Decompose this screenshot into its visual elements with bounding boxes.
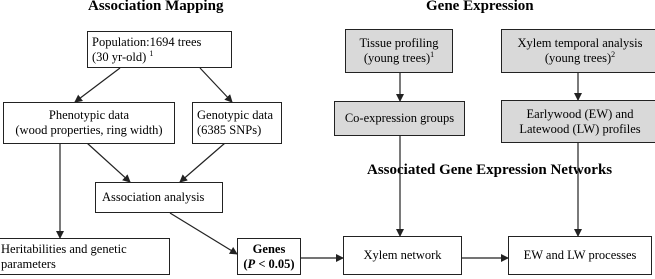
genes-line1: Genes: [252, 241, 286, 256]
phenotypic-line1: Phenotypic data: [48, 108, 130, 122]
heritabilities-box: [0, 238, 170, 275]
title-gene-expression: Gene Expression: [426, 0, 534, 14]
phenotypic-box: [3, 102, 175, 144]
genes-line2: (P < 0.05): [243, 256, 295, 271]
ew-lw-profiles-line2: Latewood (LW) profiles: [519, 121, 641, 136]
population-line2: (30 yr-old) $^1$: [92, 48, 154, 64]
genes-box: [237, 238, 301, 275]
ew-lw-processes-label: EW and LW processes: [523, 248, 637, 262]
population-footnote: 1: [149, 48, 154, 58]
coexpression-box: [334, 101, 465, 136]
phenotypic-line2: (wood properties, ring width): [15, 123, 163, 137]
tissue-footnote: 1: [430, 49, 435, 59]
genotypic-line2: (6385 SNPs): [197, 123, 262, 137]
xylem-network-label: Xylem network: [363, 248, 442, 262]
arrow-phenotypic-association: [87, 143, 130, 182]
xylem-temporal-box: [501, 29, 655, 73]
tissue-profiling-box: [345, 29, 453, 73]
population-box: [87, 31, 232, 68]
arrow-association-genes: [170, 213, 237, 254]
genotypic-line1: Genotypic data: [197, 108, 274, 122]
association-analysis-box: [95, 182, 223, 213]
ew-lw-profiles-box: [501, 100, 655, 143]
arrow-population-phenotypic: [75, 68, 120, 102]
heritabilities-line1: Heritabilities and genetic: [1, 241, 127, 256]
association-analysis-label: Association analysis: [102, 190, 205, 204]
genes-p-symbol: P: [247, 256, 256, 271]
ew-lw-processes-box: [508, 236, 652, 275]
xylem-temporal-line1: Xylem temporal analysis: [517, 36, 643, 50]
arrow-population-genotypic: [200, 68, 232, 102]
tissue-line2: (young trees)$^1$: [363, 49, 435, 65]
title-association-mapping: Association Mapping: [88, 0, 224, 14]
coexpression-label: Co-expression groups: [344, 111, 455, 125]
genotypic-box: [192, 102, 282, 144]
ew-lw-profiles-line1: Earlywood (EW) and: [526, 106, 634, 121]
xylem-temporal-line2: (young trees)$^2$: [544, 49, 616, 65]
heritabilities-line2: parameters: [1, 256, 56, 271]
population-line1: Population:1694 trees: [92, 34, 202, 49]
tissue-line1: Tissue profiling: [359, 36, 439, 50]
xylem-network-box: [343, 236, 462, 275]
arrow-genotypic-association: [180, 143, 225, 182]
xylem-temporal-footnote: 2: [611, 49, 616, 59]
title-associated-networks: Associated Gene Expression Networks: [367, 162, 613, 178]
